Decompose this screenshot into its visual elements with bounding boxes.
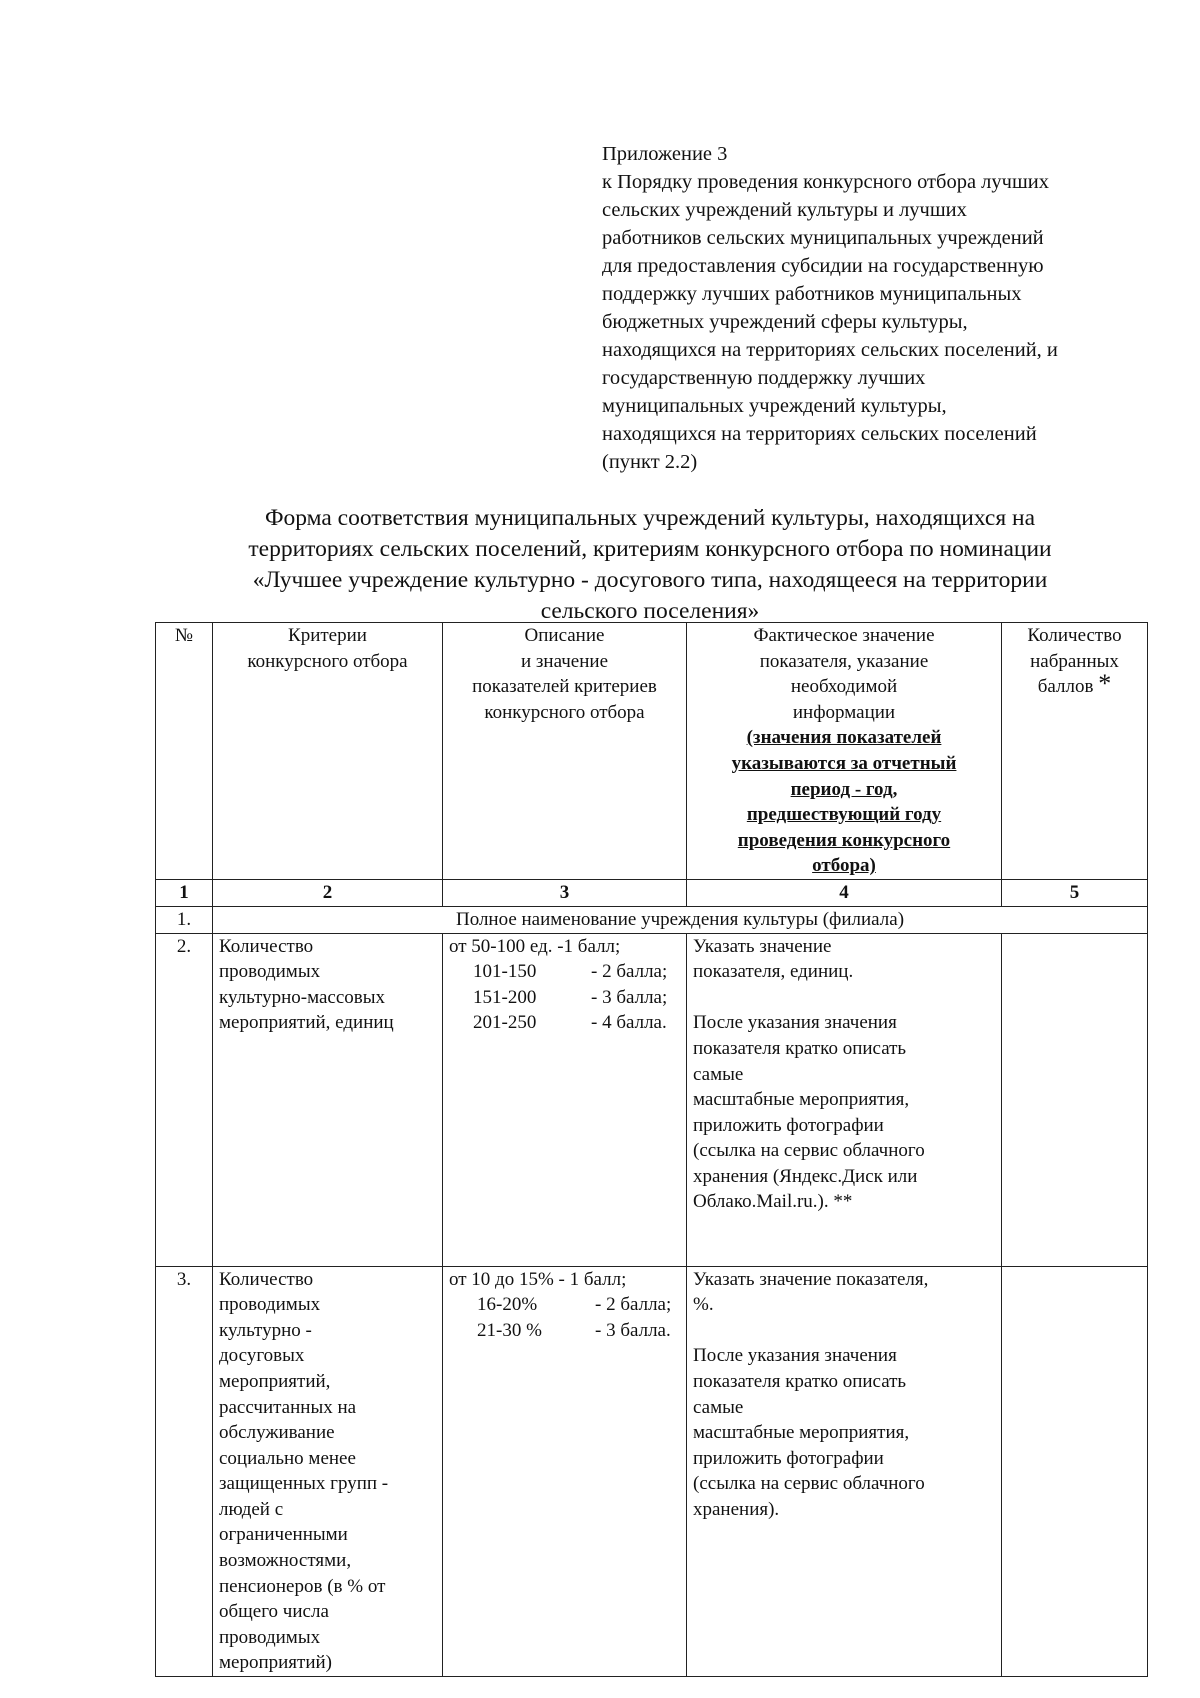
text-line: Указать значение bbox=[693, 935, 832, 957]
text-line: пенсионеров (в % от bbox=[219, 1575, 386, 1597]
text-line: социально менее bbox=[219, 1447, 356, 1469]
scale-line: 21-30 % - 3 балла. bbox=[477, 1319, 671, 1341]
text-line: (значения показателей bbox=[746, 727, 942, 749]
header-points-text: Количество набранных баллов * bbox=[1027, 625, 1122, 699]
institution-name-row: Полное наименование учреждения культуры (филиала) bbox=[213, 906, 1148, 933]
text-line: необходимой bbox=[790, 676, 898, 698]
text-line: (ссылка на сервис облачного bbox=[693, 1140, 925, 1162]
row-criteria bbox=[213, 933, 443, 1266]
table-row-2 bbox=[156, 933, 1148, 1266]
scale-line: 151-200 - 3 балла; bbox=[473, 986, 668, 1008]
table-row-1 bbox=[156, 906, 1148, 933]
text-line: %. bbox=[693, 1294, 714, 1316]
text-line: культурно - bbox=[219, 1319, 312, 1341]
column-number: 2 bbox=[213, 879, 443, 906]
text-line: к Порядку проведения конкурсного отбора лучших bbox=[602, 171, 1049, 193]
text-line: Описание bbox=[524, 625, 605, 646]
text-line: Указать значение показателя, bbox=[693, 1268, 929, 1290]
scale-line: 16-20% - 2 балла; bbox=[477, 1294, 672, 1316]
text-line: хранения (Яндекс.Диск или bbox=[693, 1165, 918, 1187]
text-line: проводимых bbox=[219, 961, 321, 983]
text-line: период - год, bbox=[790, 778, 898, 800]
header-criteria bbox=[213, 623, 443, 880]
text-line: После указания значения bbox=[693, 1012, 897, 1034]
text-line: работников сельских муниципальных учреждений bbox=[602, 227, 1044, 249]
text-line: Фактическое значение bbox=[753, 625, 935, 646]
text-line: сельских учреждений культуры и лучших bbox=[602, 199, 967, 221]
text-line: хранения). bbox=[693, 1498, 780, 1520]
text-line: масштабные мероприятия, bbox=[693, 1422, 910, 1444]
text-line: (пункт 2.2) bbox=[602, 451, 698, 473]
column-numbers-row bbox=[156, 879, 1148, 906]
text-line: защищенных групп - bbox=[219, 1473, 389, 1495]
text-line: самые bbox=[693, 1063, 744, 1085]
text-line: После указания значения bbox=[693, 1345, 897, 1367]
scale-line: 101-150 - 2 балла; bbox=[473, 961, 668, 983]
text-line: Облако.Mail.ru.). ** bbox=[693, 1191, 853, 1213]
text-line: проводимых bbox=[219, 1294, 321, 1316]
text-line: находящихся на территориях сельских поселений bbox=[602, 423, 1037, 445]
text-line: показателя, единиц. bbox=[693, 961, 854, 983]
text-line: показателей критериев bbox=[472, 676, 657, 698]
appendix-header bbox=[602, 140, 1162, 476]
row-scale: от 10 до 15% - 1 балл; 16-20% - 2 балла; 21-30 % - 3 балла. bbox=[443, 1266, 687, 1677]
row-criteria bbox=[213, 1266, 443, 1677]
text-line: показателя кратко описать bbox=[693, 1370, 907, 1392]
header-actual-value bbox=[687, 623, 1002, 880]
scale-line: 201-250 - 4 балла. bbox=[473, 1012, 667, 1034]
text-line: конкурсного отбора bbox=[247, 650, 408, 672]
column-number: 3 bbox=[443, 879, 687, 906]
header-points bbox=[1002, 623, 1148, 880]
row-points bbox=[1002, 1266, 1148, 1677]
text-line: приложить фотографии bbox=[693, 1447, 884, 1469]
text-line: территориях сельских поселений, критериям конкурсного отбора по номинации bbox=[248, 536, 1052, 562]
text-line: конкурсного отбора bbox=[484, 701, 645, 723]
row-number: 1. bbox=[156, 906, 213, 933]
footnote-star: * bbox=[1098, 669, 1112, 699]
table-row-3 bbox=[156, 1266, 1148, 1677]
text-line: показателя, указание bbox=[759, 650, 929, 672]
column-number: 5 bbox=[1002, 879, 1148, 906]
text-line: государственную поддержку лучших bbox=[602, 367, 926, 389]
row-number: 2. bbox=[156, 933, 213, 1266]
text-line: и значение bbox=[520, 650, 609, 672]
text-line: Форма соответствия муниципальных учреждений культуры, находящихся на bbox=[264, 505, 1036, 531]
text-line: возможностями, bbox=[219, 1550, 352, 1572]
header-actual-value-text bbox=[693, 623, 995, 725]
text-line: обслуживание bbox=[219, 1422, 335, 1444]
text-line: Количество bbox=[219, 1268, 314, 1290]
text-line: муниципальных учреждений культуры, bbox=[602, 395, 947, 417]
row-actual-value bbox=[687, 933, 1002, 1266]
text-line: поддержку лучших работников муниципальных bbox=[602, 283, 1022, 305]
text-line: культурно-массовых bbox=[219, 986, 386, 1008]
text-line: отбора) bbox=[812, 855, 876, 877]
text-line: Количество bbox=[219, 935, 314, 957]
text-line: мероприятий) bbox=[219, 1652, 332, 1674]
text-line: ограниченными bbox=[219, 1524, 348, 1546]
text-line: Приложение 3 bbox=[602, 143, 728, 165]
column-number: 4 bbox=[687, 879, 1002, 906]
table-header-row bbox=[156, 623, 1148, 880]
text-line: находящихся на территориях сельских поселений, и bbox=[602, 339, 1058, 361]
text-line: приложить фотографии bbox=[693, 1114, 884, 1136]
criteria-table bbox=[155, 622, 1148, 1677]
text-line: для предоставления субсидии на государственную bbox=[602, 255, 1044, 277]
text-line: проведения конкурсного bbox=[737, 829, 951, 851]
text-line: информации bbox=[792, 701, 896, 723]
text-line: мероприятий, единиц bbox=[219, 1012, 394, 1034]
row-actual-value bbox=[687, 1266, 1002, 1677]
header-actual-value-note bbox=[693, 725, 995, 879]
text-line: предшествующий году bbox=[746, 804, 942, 826]
text-line: (ссылка на сервис облачного bbox=[693, 1473, 925, 1495]
header-number: № bbox=[156, 623, 213, 880]
header-description bbox=[443, 623, 687, 880]
text-line: указываются за отчетный bbox=[731, 752, 957, 774]
text-line: общего числа bbox=[219, 1601, 329, 1623]
row-number: 3. bbox=[156, 1266, 213, 1677]
text-line: проводимых bbox=[219, 1626, 321, 1648]
text-line: рассчитанных на bbox=[219, 1396, 357, 1418]
text-line: масштабные мероприятия, bbox=[693, 1089, 910, 1111]
row-scale: от 50-100 ед. -1 балл; 101-150 - 2 балла; 151-200 - 3 балла; 201-250 - 4 балла. bbox=[443, 933, 687, 1266]
column-number: 1 bbox=[156, 879, 213, 906]
text-line: Критерии bbox=[288, 625, 367, 646]
text-line: «Лучшее учреждение культурно - досугового типа, находящееся на территории bbox=[252, 567, 1048, 593]
text-line: мероприятий, bbox=[219, 1370, 331, 1392]
form-title bbox=[150, 503, 1150, 627]
text-line: людей с bbox=[219, 1498, 284, 1520]
text-line: бюджетных учреждений сферы культуры, bbox=[602, 311, 968, 333]
row-points bbox=[1002, 933, 1148, 1266]
text-line: досуговых bbox=[219, 1345, 305, 1367]
text-line: самые bbox=[693, 1396, 744, 1418]
text-line: сельского поселения» bbox=[540, 598, 760, 624]
text-line: показателя кратко описать bbox=[693, 1037, 907, 1059]
